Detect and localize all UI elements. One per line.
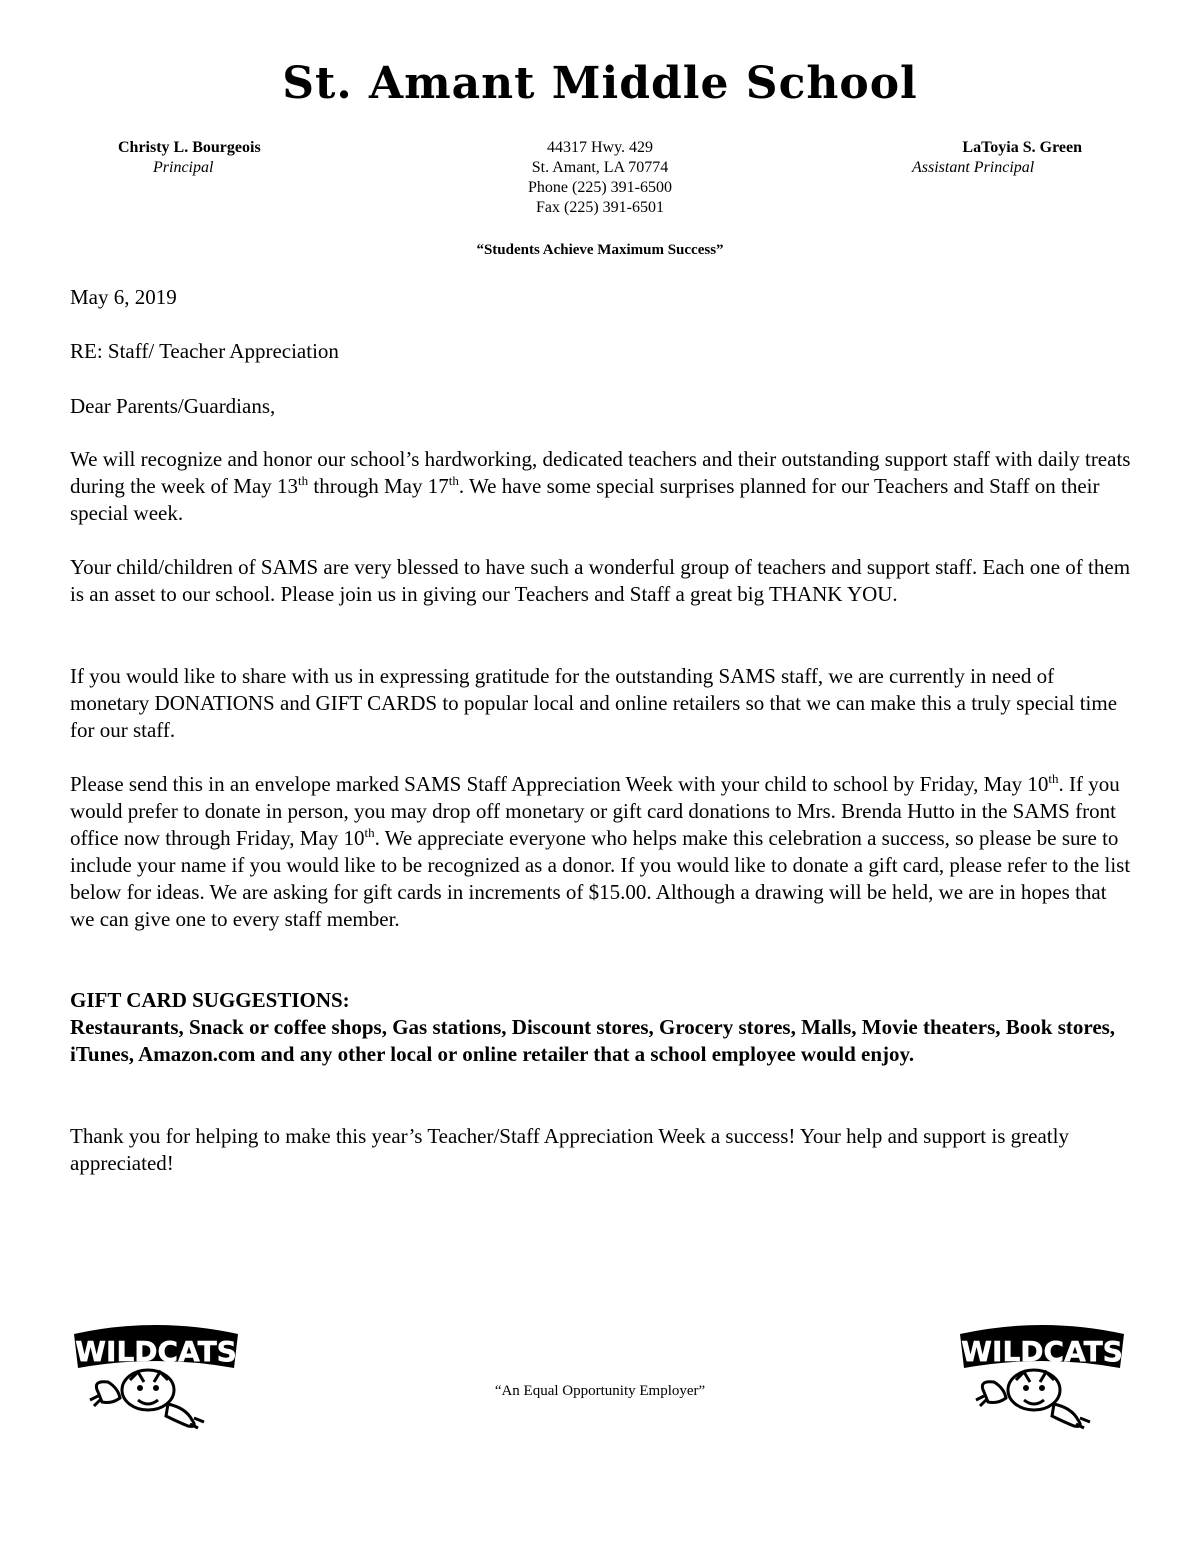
address-fax: Fax (225) 391-6501	[536, 199, 664, 216]
ordinal-suffix: th	[298, 473, 309, 488]
equal-opportunity-statement: “An Equal Opportunity Employer”	[494, 1383, 706, 1399]
letter-subject: RE: Staff/ Teacher Appreciation	[70, 339, 339, 363]
paragraph-1-part-a: We will recognize and honor our school’s hardworking, dedicated teachers and their outstanding support staff with daily treats during the week of May 13	[70, 447, 1131, 498]
assistant-principal-block	[880, 138, 1082, 178]
school-name: St. Amant Middle School	[282, 58, 918, 109]
address-block	[450, 138, 750, 218]
gift-card-list: Restaurants, Snack or coffee shops, Gas stations, Discount stores, Grocery stores, Malls, Movie theaters, Book stores, iTunes, Amazon.com and any other local or online retailer that a school employee would enjoy.	[70, 1015, 1116, 1066]
ordinal-suffix: th	[364, 825, 375, 840]
principal-title: Principal	[153, 159, 214, 176]
logo-text: WILDCATS	[75, 1335, 237, 1368]
logo-text: WILDCATS	[961, 1335, 1123, 1368]
paragraph-1	[70, 446, 1135, 527]
gift-card-heading: GIFT CARD SUGGESTIONS:	[70, 988, 350, 1012]
paragraph-1-part-c: . We have some special surprises planned for our Teachers and Staff on their special week.	[70, 474, 1100, 525]
wildcat-mascot-icon	[954, 1318, 1130, 1430]
address-city: St. Amant, LA 70774	[531, 159, 669, 176]
wildcats-logo-right	[954, 1318, 1130, 1430]
principal-block	[118, 138, 318, 178]
assistant-principal-title: Assistant Principal	[912, 159, 1035, 176]
address-street: 44317 Hwy. 429	[546, 139, 654, 156]
paragraph-4-part-a: Please send this in an envelope marked SAMS Staff Appreciation Week with your child to school by Friday, May 10	[70, 772, 1049, 796]
paragraph-4-part-c: . We appreciate everyone who helps make this celebration a success, so please be sure to include your name if you would like to be recognized as a donor. If you would like to donate a gift card, please refer to the list below for ideas. We are asking for gift cards in increments of $15.00. Although a drawing will be held, we are in hopes that we can give one to every staff member.	[70, 826, 1131, 931]
address-phone: Phone (225) 391-6500	[528, 179, 672, 196]
paragraph-2: Your child/children of SAMS are very blessed to have such a wonderful group of teachers and support staff. Each one of them is an asset to our school. Please join us in giving our Teachers and Staff a great big THANK YOU.	[70, 555, 1131, 606]
wildcats-logo-left	[68, 1318, 244, 1430]
assistant-principal-name: LaToyia S. Green	[962, 139, 1082, 156]
letter-salutation: Dear Parents/Guardians,	[70, 394, 276, 418]
paragraph-4	[70, 771, 1135, 933]
paragraph-3: If you would like to share with us in expressing gratitude for the outstanding SAMS staff, we are currently in need of monetary DONATIONS and GIFT CARDS to popular local and online retailers so that we can make this a truly special time for our staff.	[70, 664, 1118, 742]
letter-date: May 6, 2019	[70, 285, 177, 309]
wildcat-mascot-icon	[68, 1318, 244, 1430]
school-motto: “Students Achieve Maximum Success”	[476, 242, 724, 258]
principal-name: Christy L. Bourgeois	[118, 139, 261, 156]
paragraph-1-part-b: through May 17	[308, 474, 449, 498]
closing-paragraph: Thank you for helping to make this year’s Teacher/Staff Appreciation Week a success! Your help and support is greatly appreciated!	[70, 1124, 1069, 1175]
paragraph-4-part-b: . If you would prefer to donate in person, you may drop off monetary or gift card donations to Mrs. Brenda Hutto in the SAMS front office now through Friday, May 10	[70, 772, 1120, 850]
ordinal-suffix: th	[448, 473, 459, 488]
ordinal-suffix: th	[1048, 771, 1059, 786]
